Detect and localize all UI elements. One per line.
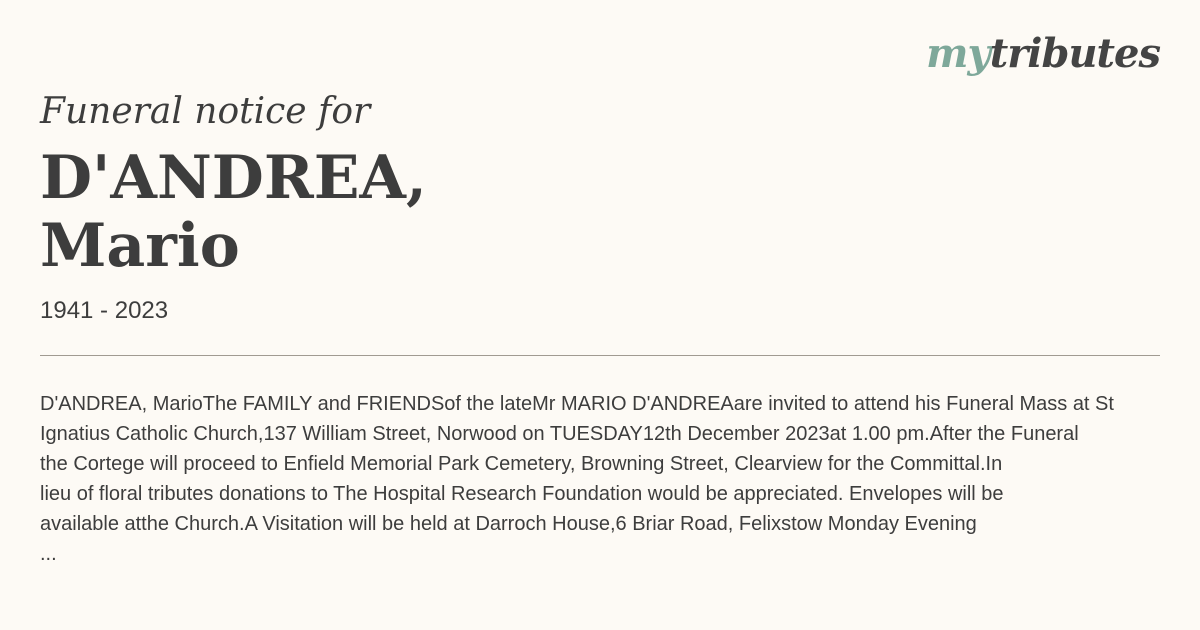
notice-line: lieu of floral tributes donations to The Hospital Research Foundation would be appreciated. Envelopes will be xyxy=(40,483,1004,505)
notice-body xyxy=(40,389,1160,569)
mytributes-logo[interactable] xyxy=(926,30,1160,77)
deceased-name xyxy=(40,144,940,280)
deceased-surname: D'ANDREA, xyxy=(40,143,427,213)
notice-kicker: Funeral notice for xyxy=(40,91,371,132)
notice-line: the Cortege will proceed to Enfield Memorial Park Cemetery, Browning Street, Clearview for the Committal.In xyxy=(40,453,1003,475)
notice-line: D'ANDREA, MarioThe FAMILY and FRIENDSof the lateMr MARIO D'ANDREAare invited to attend his Funeral Mass at St xyxy=(40,393,1114,415)
logo-tributes-text: tributes xyxy=(989,30,1160,77)
life-years: 1941 - 2023 xyxy=(40,297,169,324)
notice-header xyxy=(40,90,940,326)
logo-my-text: my xyxy=(926,30,990,77)
deceased-given-name: Mario xyxy=(40,211,240,281)
notice-ellipsis: ... xyxy=(40,543,57,565)
divider xyxy=(40,355,1160,356)
notice-line: available atthe Church.A Visitation will be held at Darroch House,6 Briar Road, Felixstow Monday Evening xyxy=(40,513,977,535)
notice-line: Ignatius Catholic Church,137 William Street, Norwood on TUESDAY12th December 2023at 1.00 pm.After the Funeral xyxy=(40,423,1079,445)
